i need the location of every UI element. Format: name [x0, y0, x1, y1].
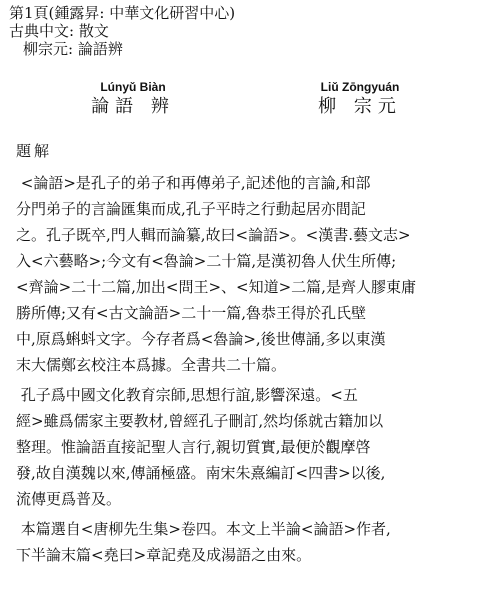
- header-author-title-line: 柳宗元: 論語辨: [23, 40, 123, 58]
- paragraph-2: 孔子爲中國文化教育宗師,思想行誼,影響深遠。<五 經>雖爲儒家主要教材,曾經孔子刪訂,然均係就古籍加以 整理。惟論語直接記聖人言行,親切質實,最便於觀摩啓 發,故自漢魏以來,傳誦極盛。南宋朱熹編訂<四書>以後, 流傳更爲普及。: [16, 386, 386, 508]
- page-header: [9, 4, 235, 58]
- author-name-chinese: 柳 宗元: [318, 96, 402, 117]
- author-name-romanized: Liǔ Zōngyuán: [320, 80, 400, 94]
- work-title-chinese: 論語 辨: [91, 96, 175, 117]
- title-block: [0, 80, 500, 124]
- intro-text: [16, 170, 488, 572]
- author-name: [310, 80, 410, 118]
- paragraph-3: 本篇選自<唐柳先生集>卷四。本文上半論<論語>作者, 下半論末篇<堯曰>章記堯及成湯語之由來。: [16, 520, 391, 564]
- section-heading: 題解: [16, 142, 53, 160]
- paragraph-1: <論語>是孔子的弟子和再傳弟子,記述他的言論,和部 分門弟子的言論匯集而成,孔子平時之行動起居亦間記 之。孔子既卒,門人輯而論纂,故曰<論語>。<漢書.藝文志> 入<六藝略>;今文有<魯論>二十篇,是漢初魯人伏生所傳; <齊論>二十二篇,加出<問王>、<知道>二篇,是齊人膠東庸 勝所傳;又有<古文論語>二十一篇,魯恭王得於孔氏壁 中,原爲蝌蚪文字。今存者爲<魯論>,後世傳誦,多以東漢 末大儒鄭玄校注本爲據。全書共二十篇。: [16, 174, 416, 374]
- header-source-line: 第1頁(鍾露昇: 中華文化研習中心): [9, 4, 236, 22]
- work-title: [88, 80, 178, 118]
- work-title-romanized: Lúnyǔ Biàn: [100, 80, 166, 94]
- header-category-line: 古典中文: 散文: [9, 22, 109, 40]
